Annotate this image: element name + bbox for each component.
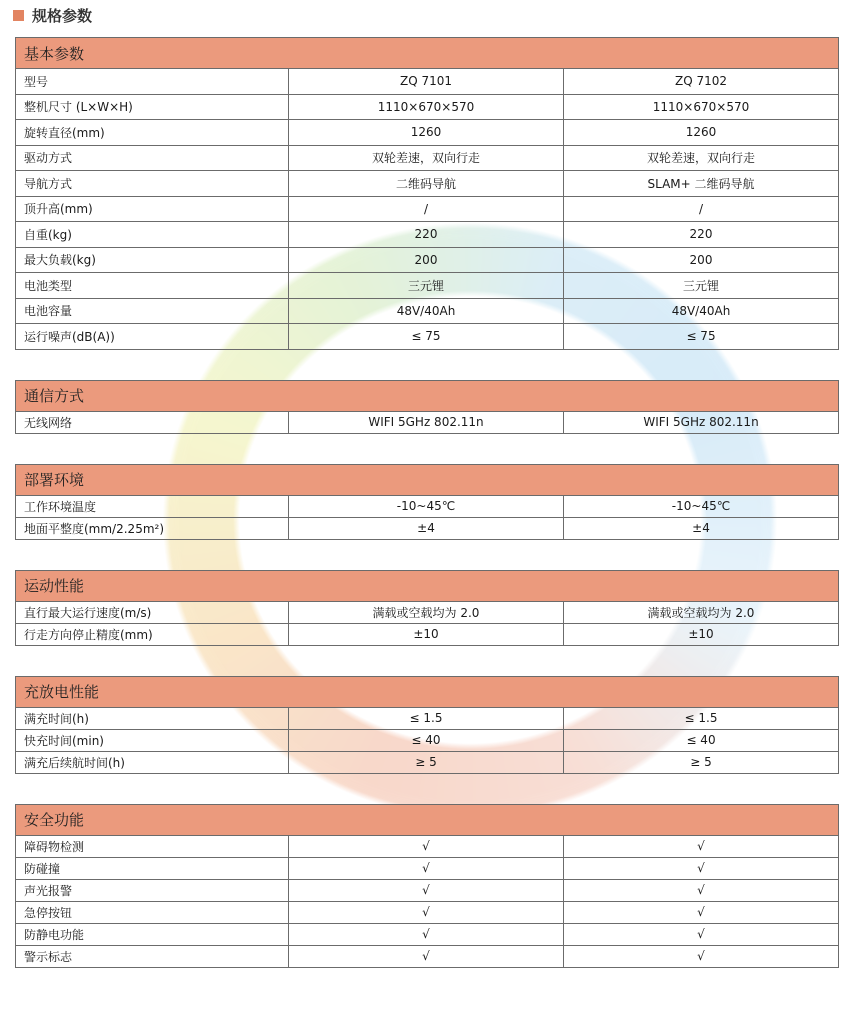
square-bullet-icon: [13, 10, 24, 21]
row-label: 最大负载(kg): [16, 247, 289, 273]
page-title-text: 规格参数: [32, 7, 93, 25]
value-model-2: ≤ 40: [564, 729, 839, 751]
section-header: [16, 570, 839, 601]
value-model-1: 三元锂: [289, 273, 564, 299]
value-model-1: √: [289, 923, 564, 945]
value-model-2: 48V/40Ah: [564, 298, 839, 324]
value-model-1: ZQ 7101: [289, 69, 564, 95]
value-model-1: 200: [289, 247, 564, 273]
row-label: 型号: [16, 69, 289, 95]
value-model-1: 满载或空载均为 2.0: [289, 601, 564, 623]
row-label: 顶升高(mm): [16, 196, 289, 222]
row-label: 导航方式: [16, 171, 289, 197]
value-model-2: ZQ 7102: [564, 69, 839, 95]
value-model-1: WIFI 5GHz 802.11n: [289, 411, 564, 433]
row-label: 自重(kg): [16, 222, 289, 248]
value-model-2: ≥ 5: [564, 751, 839, 773]
row-label: 急停按钮: [16, 901, 289, 923]
value-model-2: WIFI 5GHz 802.11n: [564, 411, 839, 433]
table-row: [16, 729, 839, 751]
value-model-2: 1260: [564, 120, 839, 146]
table-row: [16, 517, 839, 539]
value-model-2: 双轮差速，双向行走: [564, 145, 839, 171]
value-model-2: 1110×670×570: [564, 94, 839, 120]
value-model-1: 双轮差速，双向行走: [289, 145, 564, 171]
table-row: [16, 601, 839, 623]
table-row: [16, 298, 839, 324]
value-model-2: √: [564, 879, 839, 901]
value-model-1: √: [289, 901, 564, 923]
row-label: 警示标志: [16, 945, 289, 967]
table-row: [16, 120, 839, 146]
table-row: [16, 623, 839, 645]
value-model-1: ≥ 5: [289, 751, 564, 773]
table-row: [16, 324, 839, 350]
row-label: 地面平整度(mm/2.25m²): [16, 517, 289, 539]
value-model-2: ≤ 1.5: [564, 707, 839, 729]
value-model-1: 1110×670×570: [289, 94, 564, 120]
row-label: 整机尺寸 (L×W×H): [16, 94, 289, 120]
row-label: 满充后续航时间(h): [16, 751, 289, 773]
table-row: [16, 751, 839, 773]
row-label: 行走方向停止精度(mm): [16, 623, 289, 645]
row-label: 运行噪声(dB(A)): [16, 324, 289, 350]
section-title: 安全功能: [16, 804, 839, 835]
value-model-2: ±10: [564, 623, 839, 645]
section-title: 运动性能: [16, 570, 839, 601]
spec-table: [15, 676, 839, 774]
table-row: [16, 879, 839, 901]
row-label: 满充时间(h): [16, 707, 289, 729]
value-model-1: 1260: [289, 120, 564, 146]
value-model-2: ≤ 75: [564, 324, 839, 350]
value-model-1: ≤ 75: [289, 324, 564, 350]
table-row: [16, 923, 839, 945]
table-row: [16, 945, 839, 967]
section-title: 部署环境: [16, 464, 839, 495]
value-model-1: √: [289, 945, 564, 967]
value-model-2: √: [564, 901, 839, 923]
row-label: 直行最大运行速度(m/s): [16, 601, 289, 623]
table-row: [16, 69, 839, 95]
table-row: [16, 835, 839, 857]
table-row: [16, 707, 839, 729]
section-title: 通信方式: [16, 380, 839, 411]
value-model-1: 220: [289, 222, 564, 248]
row-label: 障碍物检测: [16, 835, 289, 857]
spec-table: [15, 464, 839, 540]
value-model-1: 48V/40Ah: [289, 298, 564, 324]
value-model-1: 二维码导航: [289, 171, 564, 197]
spec-table: [15, 570, 839, 646]
table-row: [16, 495, 839, 517]
row-label: 驱动方式: [16, 145, 289, 171]
value-model-2: ±4: [564, 517, 839, 539]
value-model-2: -10~45℃: [564, 495, 839, 517]
section-header: [16, 380, 839, 411]
value-model-1: -10~45℃: [289, 495, 564, 517]
row-label: 旋转直径(mm): [16, 120, 289, 146]
table-row: [16, 411, 839, 433]
value-model-1: ≤ 40: [289, 729, 564, 751]
table-row: [16, 94, 839, 120]
spec-table: [15, 380, 839, 434]
value-model-1: ≤ 1.5: [289, 707, 564, 729]
table-row: [16, 273, 839, 299]
value-model-1: √: [289, 879, 564, 901]
value-model-2: 200: [564, 247, 839, 273]
value-model-1: /: [289, 196, 564, 222]
row-label: 防静电功能: [16, 923, 289, 945]
value-model-2: 220: [564, 222, 839, 248]
value-model-2: √: [564, 857, 839, 879]
row-label: 电池容量: [16, 298, 289, 324]
section-header: [16, 464, 839, 495]
table-row: [16, 247, 839, 273]
table-row: [16, 196, 839, 222]
value-model-1: √: [289, 835, 564, 857]
value-model-2: √: [564, 945, 839, 967]
table-row: [16, 901, 839, 923]
row-label: 声光报警: [16, 879, 289, 901]
section-title: 基本参数: [16, 38, 839, 69]
section-header: [16, 804, 839, 835]
value-model-2: SLAM+ 二维码导航: [564, 171, 839, 197]
table-row: [16, 145, 839, 171]
spec-table: [15, 37, 839, 350]
section-title: 充放电性能: [16, 676, 839, 707]
row-label: 无线网络: [16, 411, 289, 433]
table-row: [16, 171, 839, 197]
value-model-1: √: [289, 857, 564, 879]
table-row: [16, 222, 839, 248]
value-model-1: ±10: [289, 623, 564, 645]
value-model-2: √: [564, 835, 839, 857]
value-model-2: 三元锂: [564, 273, 839, 299]
spec-table: [15, 804, 839, 968]
value-model-2: √: [564, 923, 839, 945]
page-title: [13, 5, 92, 26]
value-model-2: 满载或空载均为 2.0: [564, 601, 839, 623]
row-label: 工作环境温度: [16, 495, 289, 517]
row-label: 快充时间(min): [16, 729, 289, 751]
section-header: [16, 676, 839, 707]
table-row: [16, 857, 839, 879]
section-header: [16, 38, 839, 69]
row-label: 电池类型: [16, 273, 289, 299]
row-label: 防碰撞: [16, 857, 289, 879]
value-model-1: ±4: [289, 517, 564, 539]
spec-sections: [15, 37, 838, 998]
value-model-2: /: [564, 196, 839, 222]
